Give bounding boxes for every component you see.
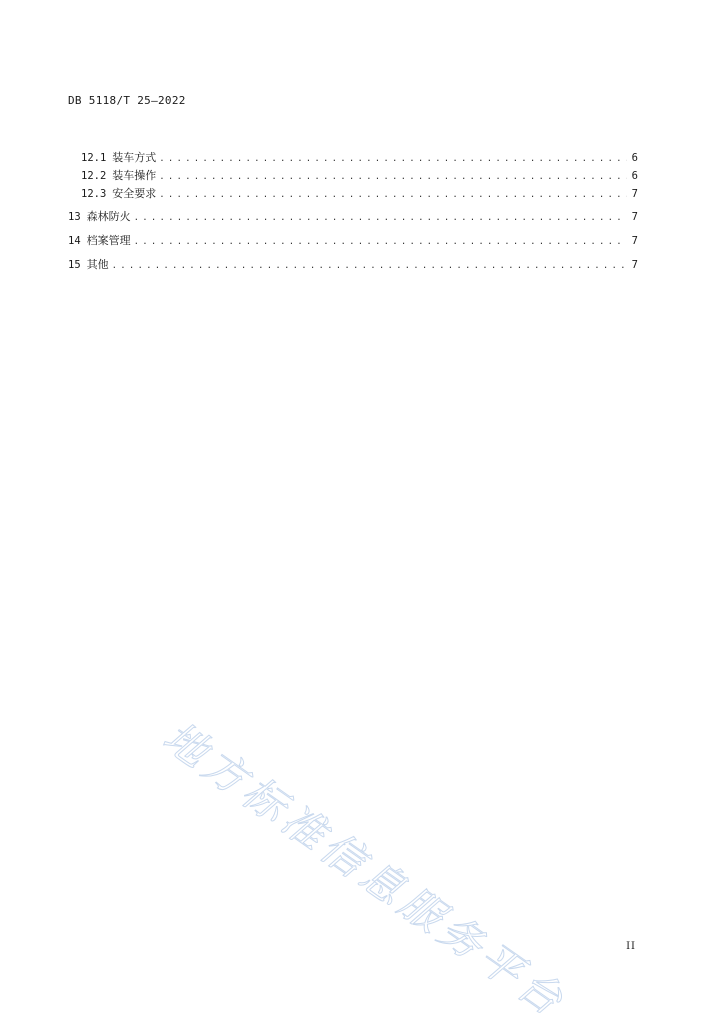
page-number: II [626,941,636,952]
toc-dot-leader [112,260,627,272]
toc-entry-page: 7 [631,259,638,271]
document-code: DB 5118/T 25—2022 [68,94,186,107]
toc-dot-leader [159,189,627,201]
toc-entry-title: 其他 [86,258,109,271]
toc-entry-page: 7 [631,211,638,223]
toc-entry-12-3[interactable] [68,185,638,201]
toc-dot-leader [159,153,627,165]
toc-entry-page: 6 [631,152,638,164]
toc-dot-leader [134,212,627,224]
toc-entry-title: 安全要求 [112,187,157,200]
toc-dot-leader [134,236,627,248]
toc-entry-14[interactable] [68,232,638,248]
toc-dot-leader [159,171,627,183]
toc-entry-12-1[interactable] [68,149,638,165]
toc-entry-13[interactable] [68,208,638,224]
toc-entry-page: 7 [631,188,638,200]
toc-entry-page: 6 [631,170,638,182]
toc-entry-number: 12.3 [81,188,107,200]
toc-entry-page: 7 [631,235,638,247]
toc-entry-title: 装车方式 [112,151,157,164]
toc-entry-number: 14 [68,235,81,247]
toc-entry-number: 12.1 [81,152,107,164]
toc-entry-number: 12.2 [81,170,107,182]
toc-entry-title: 森林防火 [86,210,131,223]
toc-entry-15[interactable] [68,256,638,272]
watermark: 地方标准信息服务平台 [154,711,576,1028]
toc-entry-title: 档案管理 [86,234,131,247]
toc-entry-title: 装车操作 [112,169,157,182]
toc-entry-number: 13 [68,211,81,223]
toc-entry-number: 15 [68,259,81,271]
toc-entry-12-2[interactable] [68,167,638,183]
